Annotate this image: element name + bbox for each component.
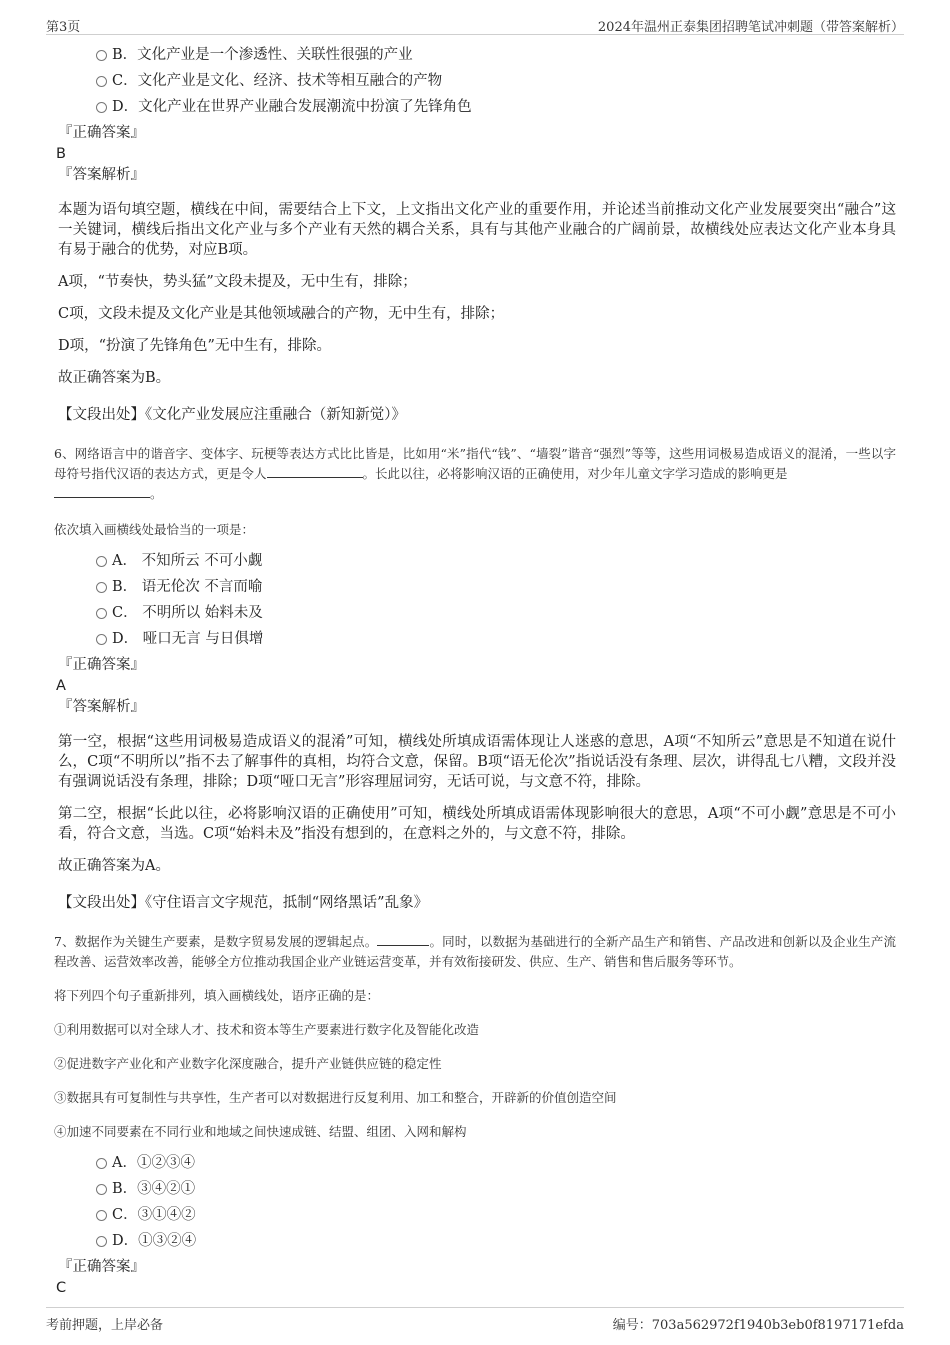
answer-value: C bbox=[56, 1280, 67, 1296]
page-footer bbox=[46, 1307, 904, 1334]
document-code: 编号：703a562972f1940b3eb0f8197171efda bbox=[612, 1318, 904, 1333]
document-title: 2024年温州正泰集团招聘笔试冲刺题（带答案解析） bbox=[597, 20, 904, 35]
fill-blank bbox=[54, 485, 150, 498]
analysis-paragraph: D项，“扮演了先锋角色”无中生有，排除。 bbox=[58, 338, 331, 354]
page-header bbox=[46, 14, 904, 35]
option-d[interactable]: D．①③②④ bbox=[96, 1230, 896, 1256]
radio-icon[interactable] bbox=[96, 1236, 107, 1247]
fill-blank bbox=[377, 933, 429, 946]
option-c[interactable]: C．③①④② bbox=[96, 1204, 896, 1230]
radio-icon[interactable] bbox=[96, 76, 107, 87]
sentence-item: ④加速不同要素在不同行业和地域之间快速成链、结盟、组团、入网和解构 bbox=[54, 1124, 467, 1139]
radio-icon[interactable] bbox=[96, 1158, 107, 1169]
q6-options bbox=[54, 550, 896, 654]
sentence-item: ②促进数字产业化和产业数字化深度融合，提升产业链供应链的稳定性 bbox=[54, 1056, 442, 1071]
option-c[interactable]: C． 不明所以 始料未及 bbox=[96, 602, 896, 628]
fill-blank bbox=[267, 465, 363, 478]
analysis-paragraph: 故正确答案为A。 bbox=[58, 858, 170, 874]
answer-label: 『正确答案』 bbox=[58, 657, 145, 673]
radio-icon[interactable] bbox=[96, 1210, 107, 1221]
option-c[interactable]: C．文化产业是文化、经济、技术等相互融合的产物 bbox=[96, 70, 896, 96]
answer-value: A bbox=[56, 678, 66, 694]
answer-label: 『正确答案』 bbox=[58, 125, 145, 141]
answer-label: 『正确答案』 bbox=[58, 1259, 145, 1275]
source-citation: 【文段出处】《文化产业发展应注重融合（新知新觉）》 bbox=[58, 407, 406, 423]
radio-icon[interactable] bbox=[96, 556, 107, 567]
radio-icon[interactable] bbox=[96, 102, 107, 113]
sentence-item: ①利用数据可以对全球人才、技术和资本等生产要素进行数字化及智能化改造 bbox=[54, 1022, 480, 1037]
page-content bbox=[54, 44, 896, 1298]
option-a[interactable]: A． 不知所云 不可小觑 bbox=[96, 550, 896, 576]
q7-options bbox=[54, 1152, 896, 1256]
analysis-paragraph: 第二空，根据“长此以往，必将影响汉语的正确使用”可知，横线处所填成语需体现影响很大的意思，A项“不可小觑”意思是不可小看，符合文意，当选。C项“始料未及”指没有想到的，在意料之外的，与文意不符，排除。 bbox=[58, 806, 896, 842]
question-instruction: 依次填入画横线处最恰当的一项是： bbox=[54, 522, 255, 537]
sentence-item: ③数据具有可复制性与共享性，生产者可以对数据进行反复利用、加工和整合，开辟新的价值创造空间 bbox=[54, 1090, 617, 1105]
radio-icon[interactable] bbox=[96, 50, 107, 61]
question-instruction: 将下列四个句子重新排列，填入画横线处，语序正确的是： bbox=[54, 988, 380, 1003]
analysis-label: 『答案解析』 bbox=[58, 699, 145, 715]
option-d[interactable]: D． 哑口无言 与日俱增 bbox=[96, 628, 896, 654]
radio-icon[interactable] bbox=[96, 582, 107, 593]
q5-options bbox=[54, 44, 896, 122]
answer-value: B bbox=[56, 146, 66, 162]
analysis-paragraph: A项，“节奏快，势头猛”文段未提及，无中生有，排除； bbox=[58, 274, 417, 290]
option-b[interactable]: B．③④②① bbox=[96, 1178, 896, 1204]
option-a[interactable]: A．①②③④ bbox=[96, 1152, 896, 1178]
analysis-paragraph: 本题为语句填空题，横线在中间，需要结合上下文，上文指出文化产业的重要作用，并论述当前推动文化产业发展要突出“融合”这一关键词，横线后指出文化产业与多个产业有天然的耦合关系，具有与其他产业融合的广阔前景，故横线处应表达文化产业本身具有易于融合的优势，对应B项。 bbox=[58, 202, 896, 258]
analysis-paragraph: 故正确答案为B。 bbox=[58, 370, 171, 386]
analysis-paragraph: 第一空，根据“这些用词极易造成语义的混淆”可知，横线处所填成语需体现让人迷惑的意思，A项“不知所云”意思是不知道在说什么，C项“不明所以”指不去了解事件的真相，均符合文意，保留。B项“语无伦次”指说话没有条理、层次，讲得乱七八糟，文段并没有强调说话没有条理，排除；D项“哑口无言”形容理屈词穷，无话可说，与文意不符，排除。 bbox=[58, 734, 896, 790]
page-number: 第3页 bbox=[46, 20, 81, 35]
option-b[interactable]: B． 语无伦次 不言而喻 bbox=[96, 576, 896, 602]
question-stem: 7、数据作为关键生产要素，是数字贸易发展的逻辑起点。 。同时，以数据为基础进行的全新产品生产和销售、产品改进和创新以及企业生产流程改善、运营效率改善，能够全方位推动我国企业产业链运营变革，并有效衔接研发、供应、生产、销售和售后服务等环节。 bbox=[54, 934, 896, 969]
option-d[interactable]: D．文化产业在世界产业融合发展潮流中扮演了先锋角色 bbox=[96, 96, 896, 122]
analysis-paragraph: C项，文段未提及文化产业是其他领域融合的产物，无中生有，排除； bbox=[58, 306, 505, 322]
radio-icon[interactable] bbox=[96, 1184, 107, 1195]
option-b[interactable]: B．文化产业是一个渗透性、关联性很强的产业 bbox=[96, 44, 896, 70]
radio-icon[interactable] bbox=[96, 608, 107, 619]
footer-slogan: 考前押题，上岸必备 bbox=[46, 1318, 164, 1333]
question-stem: 6、网络语言中的谐音字、变体字、玩梗等表达方式比比皆是，比如用“米”指代“钱”、“墙裂”谐音“强烈”等等，这些用词极易造成语义的混淆，一些以字母符号指代汉语的表达方式，更是令人 。长此以往，必将影响汉语的正确使用，对少年儿童文字学习造成的影响更是 。 bbox=[54, 446, 896, 501]
radio-icon[interactable] bbox=[96, 634, 107, 645]
analysis-label: 『答案解析』 bbox=[58, 167, 145, 183]
source-citation: 【文段出处】《守住语言文字规范，抵制“网络黑话”乱象》 bbox=[58, 895, 429, 911]
